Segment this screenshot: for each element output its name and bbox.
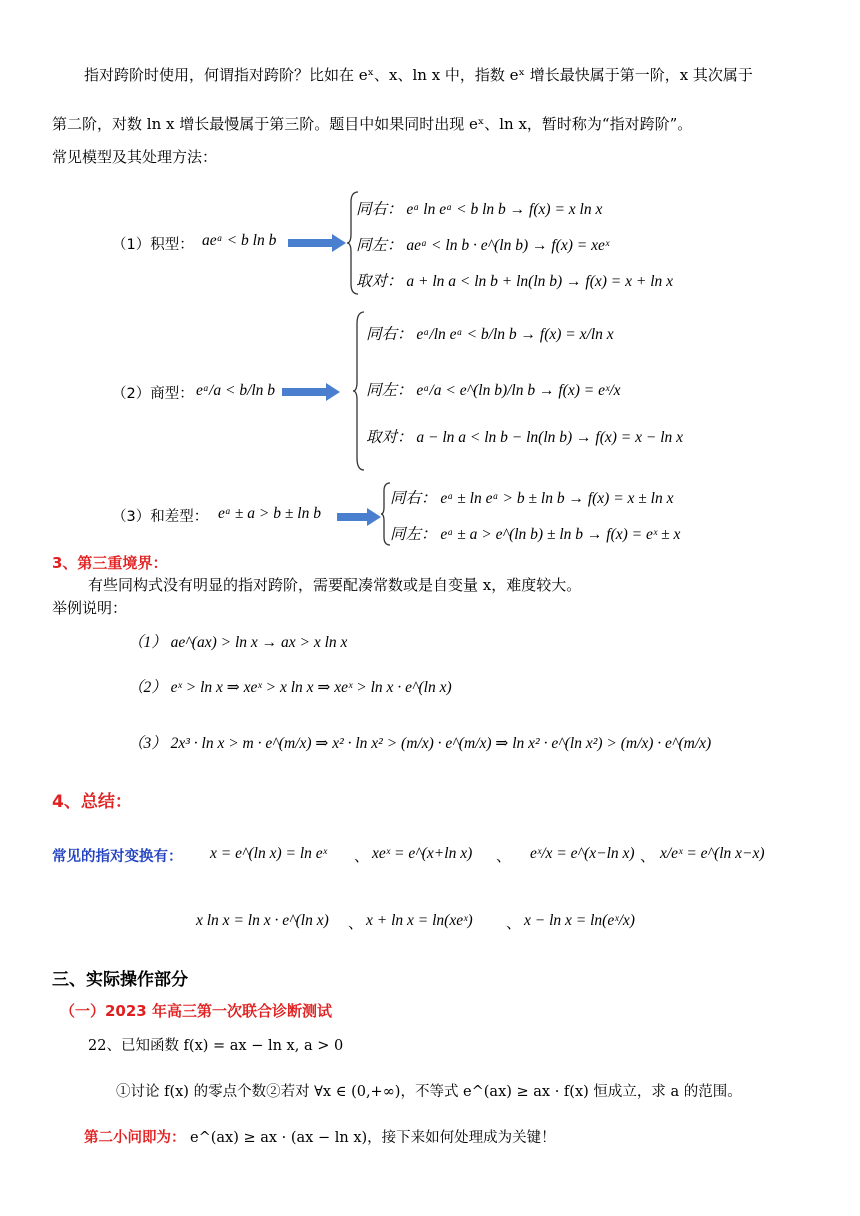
separator: 、 [506,914,522,932]
example-2: （2） eˣ > ln x ⇒ xeˣ > x ln x ⇒ xeˣ > ln x · e^(ln x) [128,679,452,696]
note-text: e^(ax) ≥ ax · (ax − ln x)，接下来如何处理成为关键！ [190,1130,556,1146]
intro-line-1: 指对跨阶时使用，何谓指对跨阶？比如在 eˣ、x、ln x 中，指数 eˣ 增长最快属于第一阶，x 其次属于 [84,66,753,84]
model-2-expr: eᵃ/a < b/ln b [196,382,276,399]
note-label: 第二小问即为： [84,1130,186,1146]
intro-line-3: 常见模型及其处理方法： [52,148,218,166]
common-transform-label: 常见的指对变换有： [52,849,183,865]
transform-7: x − ln x = ln(eˣ/x) [524,912,635,929]
arrow-right-icon [288,234,348,252]
example-1: （1） ae^(ax) > ln x → ax > x ln x [128,634,348,651]
model-3-label: （3）和差型： [112,509,209,525]
model-3-case-2: 同左： eᵃ ± a > e^(ln b) ± ln b → f(x) = eˣ ± x [390,526,681,543]
part-3-title: 三、实际操作部分 [52,970,188,990]
example-3: （3） 2x³ · ln x > m · e^(m/x) ⇒ x² · ln x² > (m/x) · e^(m/x) ⇒ ln x² · e^(ln x²) > (m/x) · e^(m/x) [128,735,712,752]
separator: 、 [496,847,512,865]
model-2-label: （2）商型： [112,386,194,402]
model-1-case-1: 同右： eᵃ ln eᵃ < b ln b → f(x) = x ln x [356,201,603,218]
transform-1: x = e^(ln x) = ln eˣ [210,845,328,862]
part-3-subtitle: （一）2023 年高三第一次联合诊断测试 [60,1002,332,1020]
section-3-desc: 有些同构式没有明显的指对跨阶，需要配凑常数或是自变量 x，难度较大。 [88,576,582,594]
model-2-case-2: 同左： eᵃ/a < e^(ln b)/ln b → f(x) = eˣ/x [366,382,621,399]
transform-2: xeˣ = e^(x+ln x) [372,845,473,862]
transform-6: x + ln x = ln(xeˣ) [366,912,473,929]
transform-3: eˣ/x = e^(x−ln x) [530,845,635,862]
separator: 、 [640,847,656,865]
arrow-right-icon [282,383,342,401]
model-3-case-1: 同右： eᵃ ± ln eᵃ > b ± ln b → f(x) = x ± ln x [390,490,674,507]
transform-5: x ln x = ln x · e^(ln x) [196,912,329,929]
problem-statement: 22、已知函数 f(x) = ax − ln x, a > 0 [88,1038,344,1054]
separator: 、 [354,847,370,865]
model-1-label: （1）积型： [112,237,194,253]
example-label: 举例说明： [52,599,128,617]
arrow-right-icon [337,508,383,526]
section-3-title: 3、第三重境界： [52,554,168,572]
transform-4: x/eˣ = e^(ln x−x) [660,845,765,862]
model-2-case-3: 取对： a − ln a < ln b − ln(ln b) → f(x) = x − ln x [366,429,684,446]
model-2-case-1: 同右： eᵃ/ln eᵃ < b/ln b → f(x) = x/ln x [366,326,614,343]
problem-questions: ①讨论 f(x) 的零点个数②若对 ∀x ∈ (0,+∞)，不等式 e^(ax) ≥ ax · f(x) 恒成立，求 a 的范围。 [116,1084,742,1100]
intro-line-2: 第二阶，对数 ln x 增长最慢属于第三阶。题目中如果同时出现 eˣ、ln x，暂时称为“指对跨阶”。 [52,115,693,133]
separator: 、 [348,914,364,932]
model-3-expr: eᵃ ± a > b ± ln b [218,505,321,522]
model-1-expr: aeᵃ < b ln b [202,232,277,249]
left-brace-icon [352,310,366,472]
model-1-case-2: 同左： aeᵃ < ln b · e^(ln b) → f(x) = xeˣ [356,237,610,254]
model-1-case-3: 取对： a + ln a < ln b + ln(ln b) → f(x) = x + ln x [356,273,674,290]
section-4-title: 4、总结： [52,792,132,812]
